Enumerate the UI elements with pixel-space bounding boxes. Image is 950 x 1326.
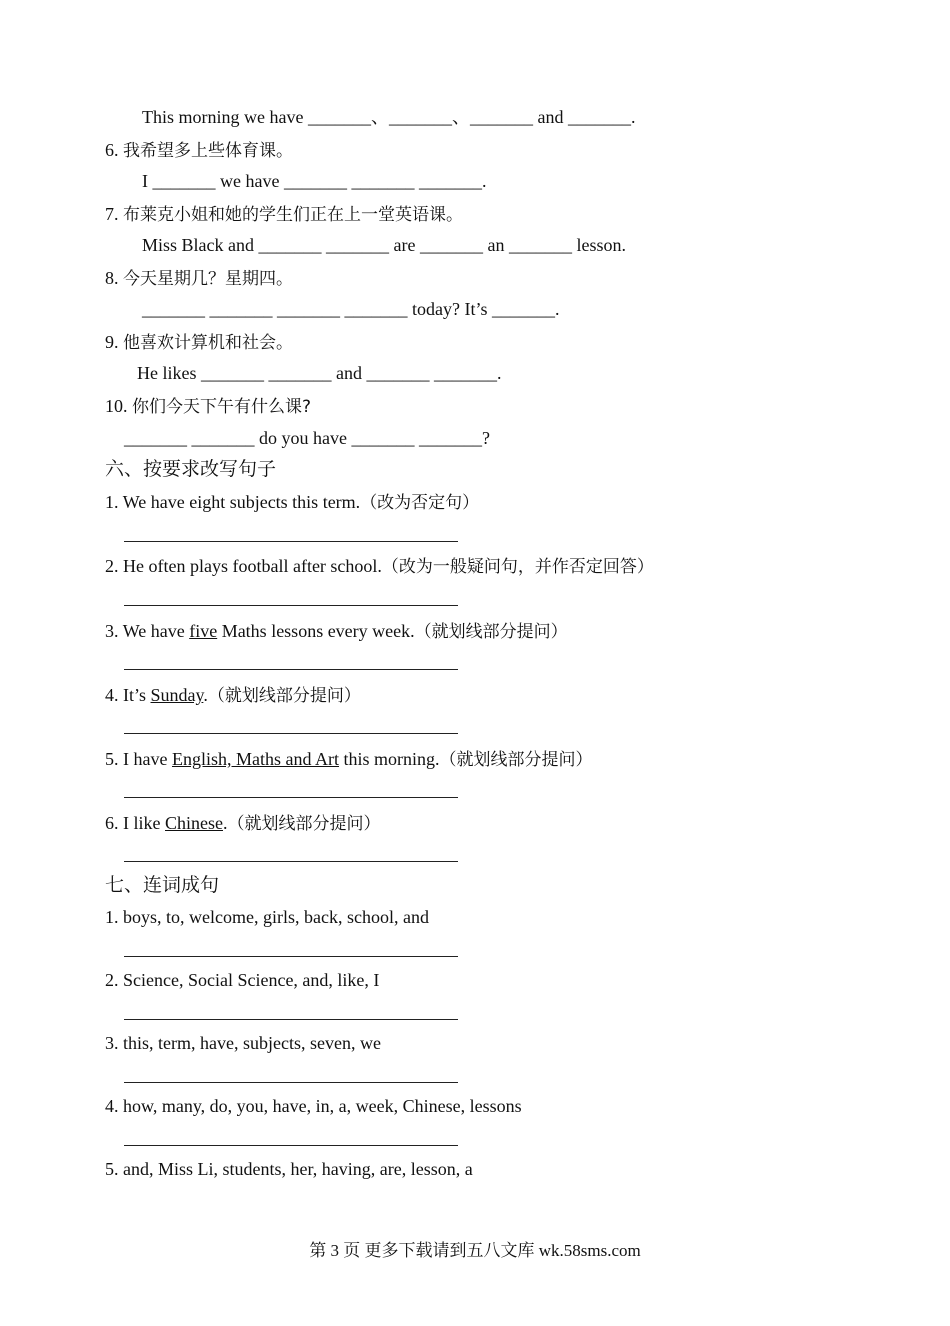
answer-line[interactable]: [124, 541, 458, 542]
rewrite-item-6: [105, 812, 381, 835]
chinese-sentence: 今天星期几？星期四。: [123, 269, 293, 289]
translation-7-english-line: Miss Black and _______ _______ are _______ an _______ lesson.: [142, 235, 626, 255]
answer-line[interactable]: [124, 797, 458, 798]
scrambled-words: Science, Social Science, and, like, I: [123, 970, 380, 990]
scrambled-words: and, Miss Li, students, her, having, are, lesson, a: [123, 1159, 473, 1179]
rewrite-item-1: [105, 491, 479, 514]
rewrite-item-4: [105, 684, 361, 707]
answer-line[interactable]: [124, 733, 458, 734]
sentence-text: We have eight subjects this term.: [122, 492, 361, 512]
item-number: 8.: [105, 268, 119, 288]
item-number: 7.: [105, 204, 119, 224]
answer-line[interactable]: [124, 1019, 458, 1020]
underlined-word: Sunday: [150, 685, 204, 705]
translation-item-10: [105, 395, 311, 418]
chinese-sentence: 他喜欢计算机和社会。: [123, 333, 293, 353]
instruction-note: （改为一般疑问句，并作否定回答）: [381, 557, 654, 577]
translation-6-english-line: I _______ we have _______ _______ _______.: [142, 171, 487, 191]
sentence-text: I have: [123, 749, 172, 769]
rewrite-item-3: [105, 620, 568, 643]
scrambled-words: this, term, have, subjects, seven, we: [123, 1033, 381, 1053]
item-number: 2.: [105, 970, 119, 990]
translation-item-8: [105, 267, 293, 290]
sentence-text: It’s: [123, 685, 151, 705]
item-number: 5.: [105, 749, 119, 769]
item-number: 10.: [105, 396, 128, 416]
scrambled-words: boys, to, welcome, girls, back, school, and: [123, 907, 429, 927]
translation-10-english-line: _______ _______ do you have _______ _______?: [124, 428, 490, 448]
item-number: 5.: [105, 1159, 119, 1179]
sentence-text: this morning.: [338, 749, 440, 769]
rewrite-item-5: [105, 748, 593, 771]
chinese-sentence: 布莱克小姐和她的学生们正在上一堂英语课。: [123, 205, 463, 225]
answer-line[interactable]: [124, 669, 458, 670]
translation-item-6: [105, 139, 293, 162]
instruction-note: （就划线部分提问）: [207, 686, 361, 706]
instruction-note: （就划线部分提问）: [227, 814, 381, 834]
sentence-text: .: [223, 813, 228, 833]
answer-line[interactable]: [124, 1082, 458, 1083]
underlined-word: five: [189, 621, 218, 641]
sentence-text: Maths lessons every week.: [217, 621, 415, 641]
section-6-title: 六、按要求改写句子: [105, 458, 277, 480]
answer-line[interactable]: [124, 861, 458, 862]
item-number: 6.: [105, 813, 119, 833]
translation-9-english-line: He likes _______ _______ and _______ _______.: [137, 363, 502, 383]
sentence-text: I like: [123, 813, 165, 833]
instruction-note: （改为否定句）: [360, 493, 480, 513]
item-number: 1.: [105, 907, 119, 927]
translation-item-9: [105, 331, 293, 354]
word-order-item-3: [105, 1032, 381, 1054]
chinese-sentence: 你们今天下午有什么课?: [132, 397, 312, 417]
instruction-note: （就划线部分提问）: [439, 750, 593, 770]
answer-line[interactable]: [124, 1145, 458, 1146]
translation-5-english-line: This morning we have _______、_______、_______ and _______.: [142, 107, 636, 127]
sentence-text: He often plays football after school.: [123, 556, 382, 576]
item-number: 4.: [105, 685, 119, 705]
chinese-sentence: 我希望多上些体育课。: [123, 141, 293, 161]
section-7-title: 七、连词成句: [105, 874, 220, 896]
instruction-note: （就划线部分提问）: [414, 622, 568, 642]
item-number: 3.: [105, 621, 119, 641]
page-footer: 第 3 页 更多下载请到五八文库 wk.58sms.com: [309, 1241, 641, 1260]
item-number: 6.: [105, 140, 119, 160]
sentence-text: We have: [122, 621, 190, 641]
word-order-item-2: [105, 969, 379, 991]
answer-line[interactable]: [124, 605, 458, 606]
rewrite-item-2: [105, 555, 654, 578]
sentence-text: .: [203, 685, 208, 705]
underlined-word: English, Maths and Art: [171, 749, 339, 769]
item-number: 2.: [105, 556, 119, 576]
word-order-item-5: [105, 1158, 473, 1180]
underlined-word: Chinese: [165, 813, 223, 833]
word-order-item-4: [105, 1095, 522, 1117]
item-number: 1.: [105, 492, 119, 512]
scrambled-words: how, many, do, you, have, in, a, week, Chinese, lessons: [123, 1096, 522, 1116]
translation-item-7: [105, 203, 463, 226]
answer-line[interactable]: [124, 956, 458, 957]
item-number: 4.: [105, 1096, 119, 1116]
item-number: 3.: [105, 1033, 119, 1053]
translation-8-english-line: _______ _______ _______ _______ today? It’s _______.: [142, 299, 560, 319]
item-number: 9.: [105, 332, 119, 352]
word-order-item-1: [105, 906, 429, 928]
